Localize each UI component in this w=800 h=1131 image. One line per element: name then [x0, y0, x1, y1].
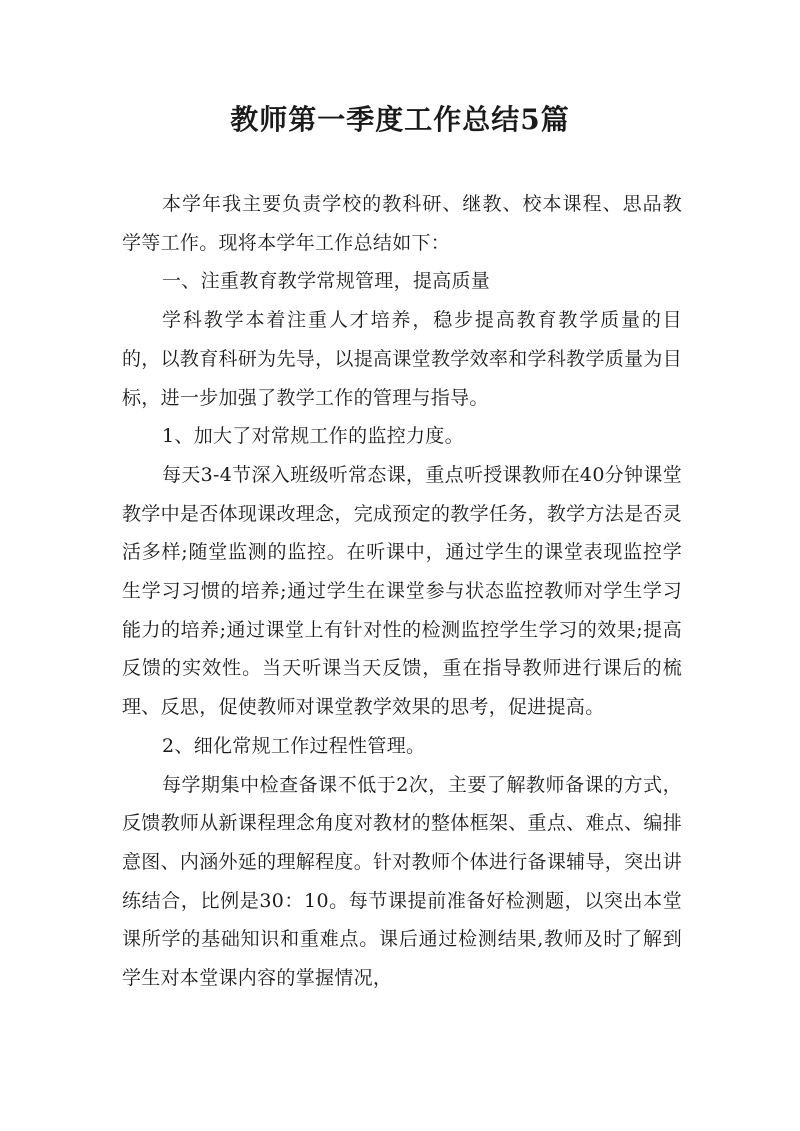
document-body — [122, 185, 682, 998]
paragraph-intro: 本学年我主要负责学校的教科研、继教、校本课程、思品教学等工作。现将本学年工作总结如下： — [122, 193, 682, 254]
section-heading-1: 一、注重教育教学常规管理，提高质量 — [162, 270, 491, 293]
subheading-2: 2、细化常规工作过程性管理。 — [162, 734, 426, 757]
paragraph-monitoring: 每天3-4节深入班级听常态课，重点听授课教师在40分钟课堂教学中是否体现课改理念，完成预定的教学任务，教学方法是否灵活多样;随堂监测的监控。在听课中，通过学生的课堂表现监控学生学习习惯的培养;通过学生在课堂参与状态监控教师对学生学习能力的培养;通过课堂上有针对性的检测监控学生学习的效果;提高反馈的实效性。当天听课当天反馈，重在指导教师进行课后的梳理、反思，促使教师对课堂教学效果的思考，促进提高。 — [122, 463, 682, 719]
document-title: 教师第一季度工作总结5篇 — [230, 103, 570, 136]
subheading-1: 1、加大了对常规工作的监控力度。 — [162, 425, 464, 448]
paragraph-lesson-prep: 每学期集中检查备课不低于2次，主要了解教师备课的方式，反馈教师从新课程理念角度对教材的整体框架、重点、难点、编排意图、内涵外延的理解程度。针对教师个体进行备课辅导，突出讲练结合，比例是30：10。每节课提前准备好检测题，以突出本堂课所学的基础知识和重难点。课后通过检测结果,教师及时了解到学生对本堂课内容的掌握情况， — [122, 773, 682, 990]
paragraph-section-1: 学科教学本着注重人才培养，稳步提高教育教学质量的目的，以教育科研为先导，以提高课堂教学效率和学科教学质量为目标，进一步加强了教学工作的管理与指导。 — [122, 309, 682, 409]
